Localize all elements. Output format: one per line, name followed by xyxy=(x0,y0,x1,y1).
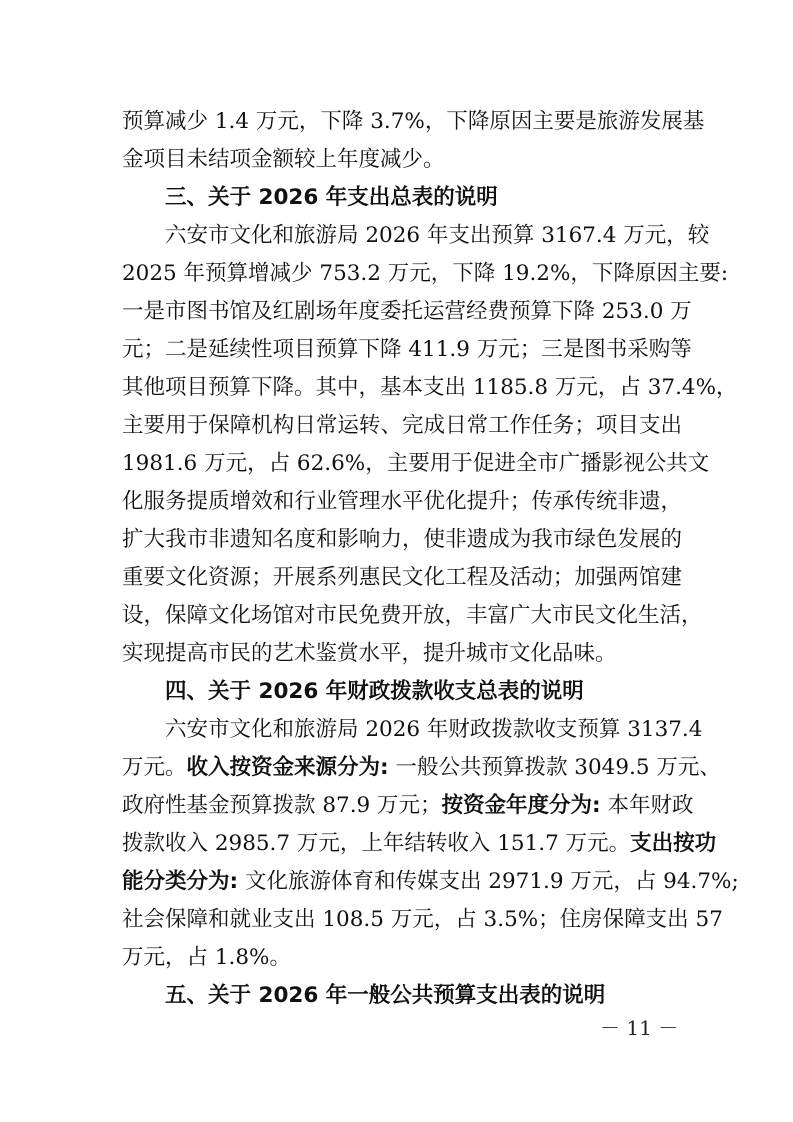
paragraph-line: 2025 年预算增减少 753.2 万元，下降 19.2%，下降原因主要: xyxy=(122,261,729,286)
paragraph-line xyxy=(122,867,739,897)
paragraph-line: 社会保障和就业支出 108.5 万元，占 3.5%；住房保障支出 57 xyxy=(122,907,723,932)
paragraph-line xyxy=(122,753,721,783)
bold-label: 能分类分为: xyxy=(122,869,239,894)
paragraph-line: 元；二是延续性项目预算下降 411.9 万元；三是图书采购等 xyxy=(122,337,692,362)
section-heading-4: 四、关于 2026 年财政拨款收支总表的说明 xyxy=(165,679,584,704)
text-run: 拨款收入 2985.7 万元，上年结转收入 151.7 万元。 xyxy=(122,831,631,856)
paragraph-line: 设，保障文化场馆对市民免费开放，丰富广大市民文化生活， xyxy=(122,603,703,628)
text-run: 政府性基金预算拨款 87.9 万元； xyxy=(122,793,442,818)
paragraph-line: 预算减少 1.4 万元，下降 3.7%，下降原因主要是旅游发展基 xyxy=(122,109,705,134)
paragraph-line: 六安市文化和旅游局 2026 年支出预算 3167.4 万元，较 xyxy=(165,223,710,248)
paragraph-line: 扩大我市非遗知名度和影响力，使非遗成为我市绿色发展的 xyxy=(122,527,682,552)
paragraph-line: 主要用于保障机构日常运转、完成日常工作任务；项目支出 xyxy=(122,413,682,438)
paragraph-line xyxy=(122,829,717,859)
page-number: － 11 － xyxy=(600,1016,679,1040)
bold-label: 收入按资金来源分为: xyxy=(186,755,389,780)
paragraph-line: 万元，占 1.8%。 xyxy=(122,945,291,970)
text-run: 文化旅游体育和传媒支出 2971.9 万元，占 94.7%; xyxy=(238,869,739,894)
bold-label: 支出按功 xyxy=(630,831,717,856)
paragraph-line: 六安市文化和旅游局 2026 年财政拨款收支预算 3137.4 xyxy=(165,717,703,742)
paragraph-line xyxy=(122,791,694,821)
section-heading-3: 三、关于 2026 年支出总表的说明 xyxy=(165,185,498,210)
paragraph-line: 金项目未结项金额较上年度减少。 xyxy=(122,147,445,172)
section-heading-5: 五、关于 2026 年一般公共预算支出表的说明 xyxy=(165,983,606,1008)
text-run: 本年财政 xyxy=(600,793,694,818)
paragraph-line: 一是市图书馆及红剧场年度委托运营经费预算下降 253.0 万 xyxy=(122,299,692,324)
paragraph-line: 1981.6 万元，占 62.6%，主要用于促进全市广播影视公共文 xyxy=(122,451,710,476)
text-run: 万元。 xyxy=(122,755,187,780)
bold-label: 按资金年度分为: xyxy=(441,793,601,818)
paragraph-line: 重要文化资源；开展系列惠民文化工程及活动；加强两馆建 xyxy=(122,565,682,590)
paragraph-line: 实现提高市民的艺术鉴赏水平，提升城市文化品味。 xyxy=(122,641,617,666)
text-run: 一般公共预算拨款 3049.5 万元、 xyxy=(388,755,721,780)
paragraph-line: 化服务提质增效和行业管理水平优化提升；传承传统非遗， xyxy=(122,489,682,514)
paragraph-line: 其他项目预算下降。其中，基本支出 1185.8 万元，占 37.4%， xyxy=(122,375,738,400)
